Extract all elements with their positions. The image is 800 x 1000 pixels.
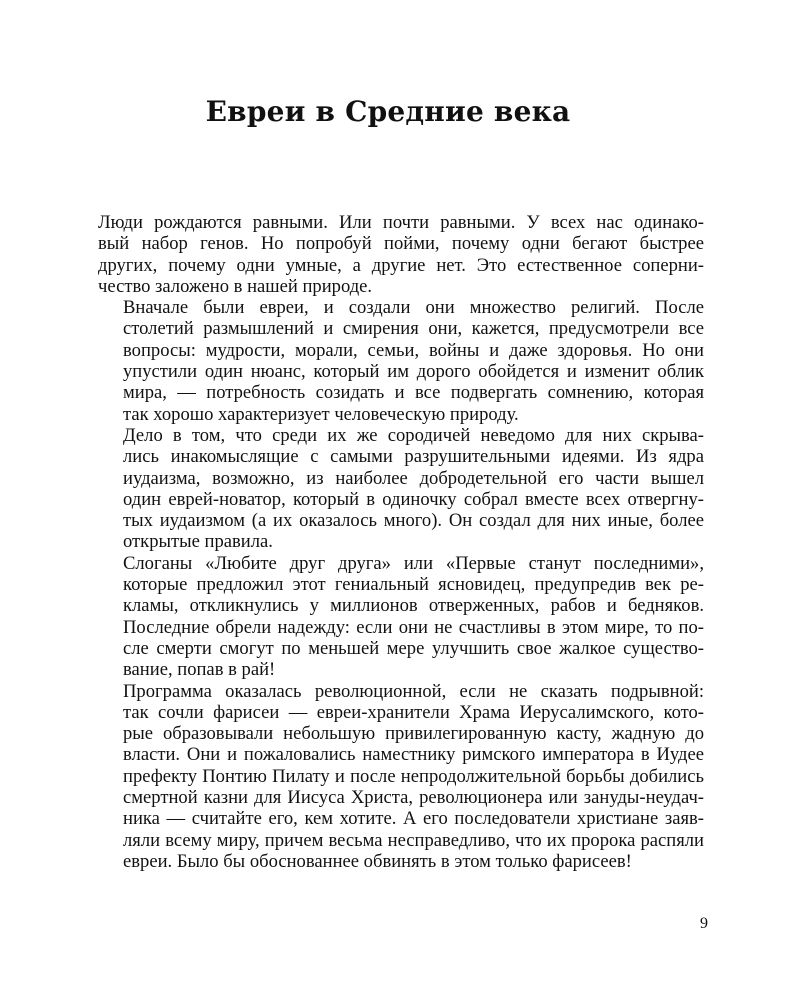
chapter-title: Евреи в Средние века	[205, 95, 571, 128]
paragraph-2	[98, 297, 704, 425]
text-line: кламы, откликнулись у миллионов отверженных, рабов и бедняков.	[123, 595, 704, 617]
text-line: рые образовывали небольшую привилегированную касту, жадную до	[123, 723, 704, 745]
text-line: которые предложил этот гениальный ясновидец, предупредив век ре-	[123, 574, 704, 596]
text-line: тых иудаизмом (а их оказалось много). Он создал для них иные, более	[123, 510, 704, 532]
text-line: вый набор генов. Но попробуй пойми, почему одни бегают быстрее	[98, 233, 704, 255]
text-line: Вначале были евреи, и создали они множество религий. После	[123, 297, 704, 319]
body-text	[98, 212, 704, 872]
text-line: сле смерти смогут по меньшей мере улучшить свое жалкое существо-	[123, 637, 704, 659]
text-line: столетий размышлений и смирения они, кажется, предусмотрели все	[123, 318, 704, 340]
text-line: Дело в том, что среди их же сородичей неведомо для них скрыва-	[123, 424, 704, 446]
text-line: иудаизма, возможно, из наиболее добродетельной его части вышел	[123, 467, 704, 489]
text-line: ника — считайте его, кем хотите. А его последователи христиане заяв-	[123, 808, 704, 830]
text-line: Последние обрели надежду: если они не счастливы в этом мире, то по-	[123, 616, 704, 638]
text-line: упустили один нюанс, который им дорого обойдется и изменит облик	[123, 361, 704, 383]
text-line: префекту Понтию Пилату и после непродолжительной борьбы добились	[123, 765, 704, 787]
paragraph-1	[98, 212, 704, 297]
text-line: Слоганы «Любите друг друга» или «Первые станут последними»,	[123, 552, 704, 574]
text-line: других, почему одни умные, а другие нет. Это естественное соперни-	[98, 254, 704, 276]
text-line: вание, попав в рай!	[123, 659, 276, 681]
paragraph-4	[98, 553, 704, 681]
paragraph-3	[98, 425, 704, 553]
text-line: Люди рождаются равными. Или почти равными. У всех нас одинако-	[98, 212, 704, 233]
page-number: 9	[700, 915, 708, 932]
text-line: власти. Они и пожаловались наместнику римского императора в Иудее	[123, 744, 704, 766]
text-line: Программа оказалась революционной, если не сказать подрывной:	[123, 680, 704, 702]
text-line: мира, — потребность созидать и все подвергать сомнению, которая	[123, 382, 704, 404]
text-line: вопросы: мудрости, морали, семьи, войны и даже здоровья. Но они	[123, 339, 704, 361]
text-line: евреи. Было бы обоснованнее обвинять в этом только фарисеев!	[123, 850, 632, 872]
text-line: лись инакомыслящие с самыми разрушительными идеями. Из ядра	[123, 446, 704, 468]
text-line: чество заложено в нашей природе.	[98, 275, 373, 297]
text-line: так хорошо характеризует человеческую природу.	[123, 403, 519, 425]
text-line: открытые правила.	[123, 531, 273, 553]
text-line: так сочли фарисеи — евреи-хранители Храма Иерусалимского, кото-	[123, 701, 704, 723]
text-line: один еврей-новатор, который в одиночку собрал вместе всех отвергну-	[123, 488, 704, 510]
text-line: ляли всему миру, причем весьма несправедливо, что их пророка распяли	[123, 829, 704, 851]
text-line: смертной казни для Иисуса Христа, революционера или зануды-неудач-	[123, 787, 704, 809]
paragraph-5	[98, 681, 704, 873]
